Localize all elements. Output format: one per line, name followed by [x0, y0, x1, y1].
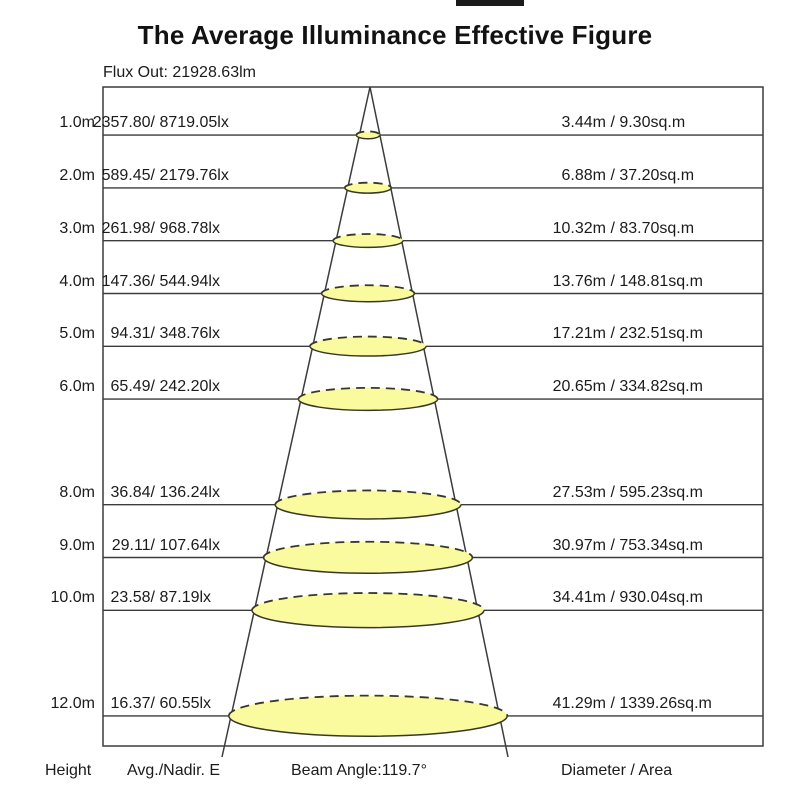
row-area-value: / 334.82sq.m	[606, 378, 703, 396]
footer-beam-angle-label: Beam Angle:119.7°	[291, 762, 427, 779]
row-avg-value: 16.37/	[110, 694, 155, 712]
row-area-value: / 595.23sq.m	[606, 483, 703, 501]
row-area-value: / 37.20sq.m	[606, 166, 695, 184]
row-height-label: 10.0m	[50, 589, 95, 607]
row-nadir-value: 968.78lx	[155, 219, 220, 237]
row-diameter-value: 17.21m	[552, 325, 606, 343]
row-avg-value: 36.84/	[110, 483, 155, 501]
row-height-label: 5.0m	[59, 325, 95, 343]
page-title: The Average Illuminance Effective Figure	[137, 20, 653, 50]
row-avg-value: 65.49/	[110, 378, 155, 396]
row-diameter-value: 30.97m	[552, 536, 606, 554]
row-height-label: 2.0m	[59, 166, 95, 184]
row-diameter-value: 41.29m	[552, 694, 606, 712]
row-diameter-value: 6.88m	[561, 166, 606, 184]
row-height-label: 9.0m	[59, 536, 95, 554]
row-nadir-value: 87.19lx	[155, 589, 212, 607]
row-diameter-value: 10.32m	[552, 219, 606, 237]
row-area-value: / 753.34sq.m	[606, 536, 703, 554]
row-avg-value: 23.58/	[110, 589, 155, 607]
row-diameter-value: 20.65m	[552, 378, 606, 396]
row-nadir-value: 60.55lx	[155, 694, 212, 712]
row-area-value: / 83.70sq.m	[606, 219, 695, 237]
row-height-label: 1.0m	[59, 114, 95, 132]
row-nadir-value: 107.64lx	[155, 536, 220, 554]
row-diameter-value: 13.76m	[552, 272, 606, 290]
row-avg-value: 29.11/	[111, 536, 155, 554]
row-diameter-value: 27.53m	[552, 483, 606, 501]
row-area-value: / 1339.26sq.m	[606, 694, 712, 712]
row-area-value: / 232.51sq.m	[606, 325, 703, 343]
row-nadir-value: 348.76lx	[155, 325, 220, 343]
flux-out-label: Flux Out: 21928.63lm	[103, 64, 256, 81]
row-avg-value: 94.31/	[110, 325, 155, 343]
row-diameter-value: 34.41m	[552, 589, 606, 607]
row-diameter-value: 3.44m	[561, 114, 606, 132]
row-height-label: 8.0m	[59, 483, 95, 501]
row-nadir-value: 544.94lx	[155, 272, 220, 290]
row-nadir-value: 2179.76lx	[155, 166, 229, 184]
row-nadir-value: 8719.05lx	[155, 114, 229, 132]
row-height-label: 3.0m	[59, 219, 95, 237]
footer-height-label: Height	[45, 762, 92, 779]
row-avg-value: 2357.80/	[92, 114, 155, 132]
row-avg-value: 261.98/	[101, 219, 155, 237]
row-height-label: 12.0m	[50, 694, 95, 712]
row-height-label: 4.0m	[59, 272, 95, 290]
row-height-label: 6.0m	[59, 378, 95, 396]
row-avg-value: 147.36/	[101, 272, 155, 290]
footer-diameter-label: Diameter / Area	[561, 762, 673, 779]
row-nadir-value: 242.20lx	[155, 378, 220, 396]
row-nadir-value: 136.24lx	[155, 483, 220, 501]
row-area-value: / 9.30sq.m	[606, 114, 686, 132]
row-avg-value: 589.45/	[101, 166, 155, 184]
row-area-value: / 930.04sq.m	[606, 589, 703, 607]
diagram-frame	[103, 87, 763, 746]
footer-avg-label: Avg./Nadir. E	[127, 762, 221, 779]
row-area-value: / 148.81sq.m	[606, 272, 703, 290]
